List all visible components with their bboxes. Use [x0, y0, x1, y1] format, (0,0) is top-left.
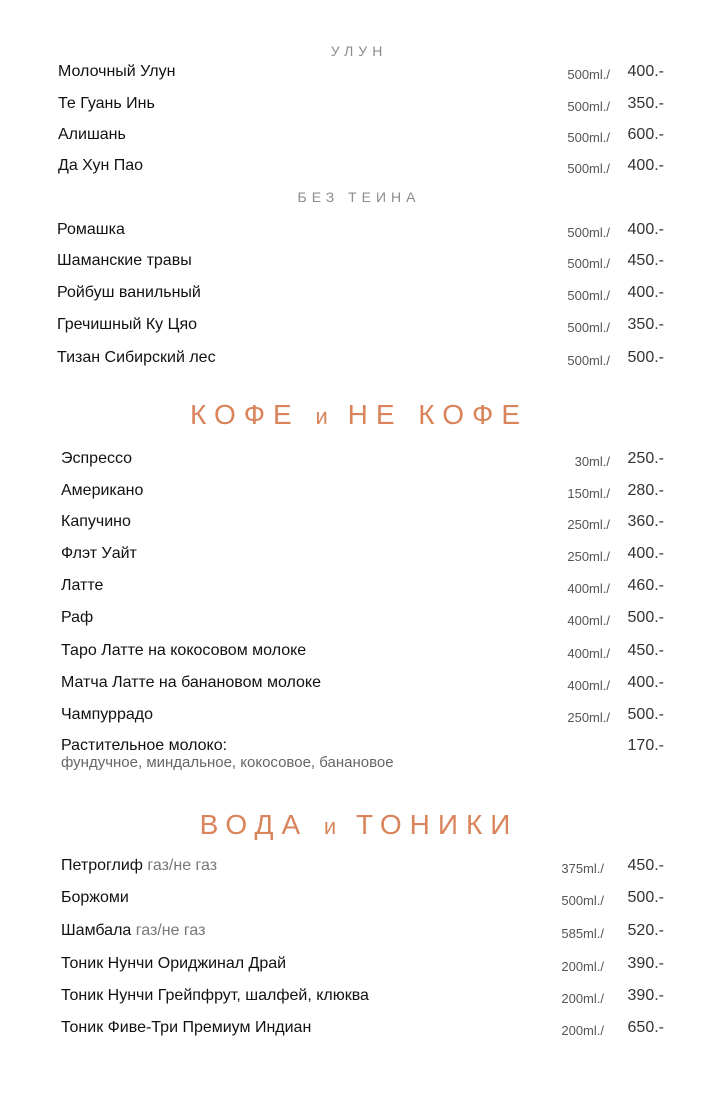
- item-price: 460.-: [627, 577, 664, 594]
- item-note: газ/не газ: [147, 857, 218, 874]
- menu-item: [0, 252, 718, 276]
- item-price: 360.-: [627, 513, 664, 530]
- item-volume: 500ml./: [567, 225, 610, 240]
- item-price: 390.-: [627, 955, 664, 972]
- title-conjunction: и: [323, 814, 341, 839]
- menu-item: [0, 545, 718, 569]
- menu-item: [0, 577, 718, 601]
- item-volume: 30ml./: [574, 454, 610, 469]
- menu-item: [0, 349, 718, 373]
- section-title-coffee: [0, 399, 718, 431]
- item-price: 390.-: [627, 987, 664, 1004]
- title-conjunction: и: [315, 404, 332, 429]
- item-price: 650.-: [627, 1019, 664, 1036]
- item-name: Матча Латте на банановом молоке: [61, 674, 321, 691]
- item-name: Раф: [61, 609, 94, 626]
- item-name: Молочный Улун: [58, 63, 176, 80]
- section-title-water: [0, 809, 718, 841]
- menu-item: [0, 642, 718, 666]
- item-volume: 250ml./: [567, 517, 610, 532]
- item-name: Американо: [61, 482, 144, 499]
- menu-item: [0, 513, 718, 537]
- item-price: 400.-: [627, 157, 664, 174]
- item-price: 520.-: [627, 922, 664, 939]
- item-price: 500.-: [627, 706, 664, 723]
- item-price: 250.-: [627, 450, 664, 467]
- menu-item: [0, 609, 718, 633]
- title-part: КОФЕ: [189, 399, 300, 430]
- item-price: 450.-: [627, 252, 664, 269]
- item-price: 400.-: [627, 221, 664, 238]
- item-price: 600.-: [627, 126, 664, 143]
- item-volume: 585ml./: [561, 926, 604, 941]
- title-part: ТОНИКИ: [356, 809, 519, 840]
- menu-item: [0, 63, 718, 87]
- item-volume: 400ml./: [567, 646, 610, 661]
- menu-item: [0, 889, 718, 913]
- item-price: 500.-: [627, 609, 664, 626]
- menu-item: [0, 674, 718, 698]
- item-name: Ройбуш ванильный: [57, 284, 201, 301]
- menu-item: [0, 284, 718, 308]
- menu-item: [0, 157, 718, 181]
- item-name: Алишань: [58, 126, 126, 143]
- menu-item: [0, 987, 718, 1011]
- section-title-no-theine: БЕЗ ТЕИНА: [297, 189, 421, 205]
- item-volume: 500ml./: [567, 288, 610, 303]
- item-name: Ромашка: [57, 221, 125, 238]
- item-volume: 500ml./: [567, 256, 610, 271]
- item-price: 280.-: [627, 482, 664, 499]
- item-volume: 500ml./: [567, 161, 610, 176]
- item-price: 170.-: [627, 737, 664, 754]
- item-name: Латте: [61, 577, 104, 594]
- item-name: Растительное молоко:: [61, 737, 228, 754]
- item-name: Боржоми: [61, 889, 129, 906]
- menu-item: [0, 482, 718, 506]
- item-price: 400.-: [627, 674, 664, 691]
- item-price: 500.-: [627, 349, 664, 366]
- item-volume: 500ml./: [567, 353, 610, 368]
- item-name: Эспрессо: [61, 450, 133, 467]
- item-volume: 250ml./: [567, 710, 610, 725]
- item-volume: 500ml./: [561, 893, 604, 908]
- item-volume: 200ml./: [561, 991, 604, 1006]
- item-name: Тоник Фиве-Три Премиум Индиан: [61, 1019, 312, 1036]
- item-price: 450.-: [627, 857, 664, 874]
- plant-milk-options: фундучное, миндальное, кокосовое, банановое: [61, 754, 394, 771]
- menu-item: [0, 1019, 718, 1043]
- item-name: Тоник Нунчи Грейпфрут, шалфей, клюква: [61, 987, 369, 1004]
- menu-item: [0, 955, 718, 979]
- item-name: Да Хун Пао: [58, 157, 144, 174]
- item-volume: 150ml./: [567, 486, 610, 501]
- item-title: Петроглиф: [61, 857, 143, 874]
- item-volume: 400ml./: [567, 613, 610, 628]
- item-name: Тизан Сибирский лес: [57, 349, 216, 366]
- item-name: [61, 857, 217, 875]
- item-note: газ/не газ: [135, 922, 206, 939]
- item-name: Таро Латте на кокосовом молоке: [61, 642, 307, 659]
- item-name: Чампуррадо: [61, 706, 153, 723]
- item-price: 400.-: [627, 545, 664, 562]
- menu-item: [0, 450, 718, 474]
- menu-item: [0, 922, 718, 946]
- item-volume: 400ml./: [567, 581, 610, 596]
- item-volume: 250ml./: [567, 549, 610, 564]
- item-volume: 500ml./: [567, 130, 610, 145]
- menu-item: [0, 126, 718, 150]
- item-volume: 500ml./: [567, 67, 610, 82]
- menu-item: [0, 95, 718, 119]
- item-price: 450.-: [627, 642, 664, 659]
- item-name: Шаманские травы: [57, 252, 192, 269]
- item-volume: 500ml./: [567, 320, 610, 335]
- item-volume: 500ml./: [567, 99, 610, 114]
- item-name: Гречишный Ку Цяо: [57, 316, 198, 333]
- item-title: Шамбала: [61, 922, 132, 939]
- item-volume: 200ml./: [561, 1023, 604, 1038]
- item-price: 500.-: [627, 889, 664, 906]
- item-price: 350.-: [627, 316, 664, 333]
- item-volume: 400ml./: [567, 678, 610, 693]
- title-part: ВОДА: [199, 809, 309, 840]
- item-name: [61, 922, 205, 940]
- item-name: Капучино: [61, 513, 131, 530]
- item-name: Тоник Нунчи Ориджинал Драй: [61, 955, 287, 972]
- item-volume: 375ml./: [561, 861, 604, 876]
- menu-item: [0, 857, 718, 881]
- title-part: НЕ КОФЕ: [347, 399, 529, 430]
- item-name: Флэт Уайт: [61, 545, 137, 562]
- item-volume: 200ml./: [561, 959, 604, 974]
- item-price: 350.-: [627, 95, 664, 112]
- menu-item: [0, 221, 718, 245]
- menu-item: [0, 316, 718, 340]
- section-title-ulun: УЛУН: [330, 43, 388, 59]
- item-price: 400.-: [627, 284, 664, 301]
- menu-item: [0, 706, 718, 730]
- item-price: 400.-: [627, 63, 664, 80]
- item-name: Те Гуань Инь: [58, 95, 155, 112]
